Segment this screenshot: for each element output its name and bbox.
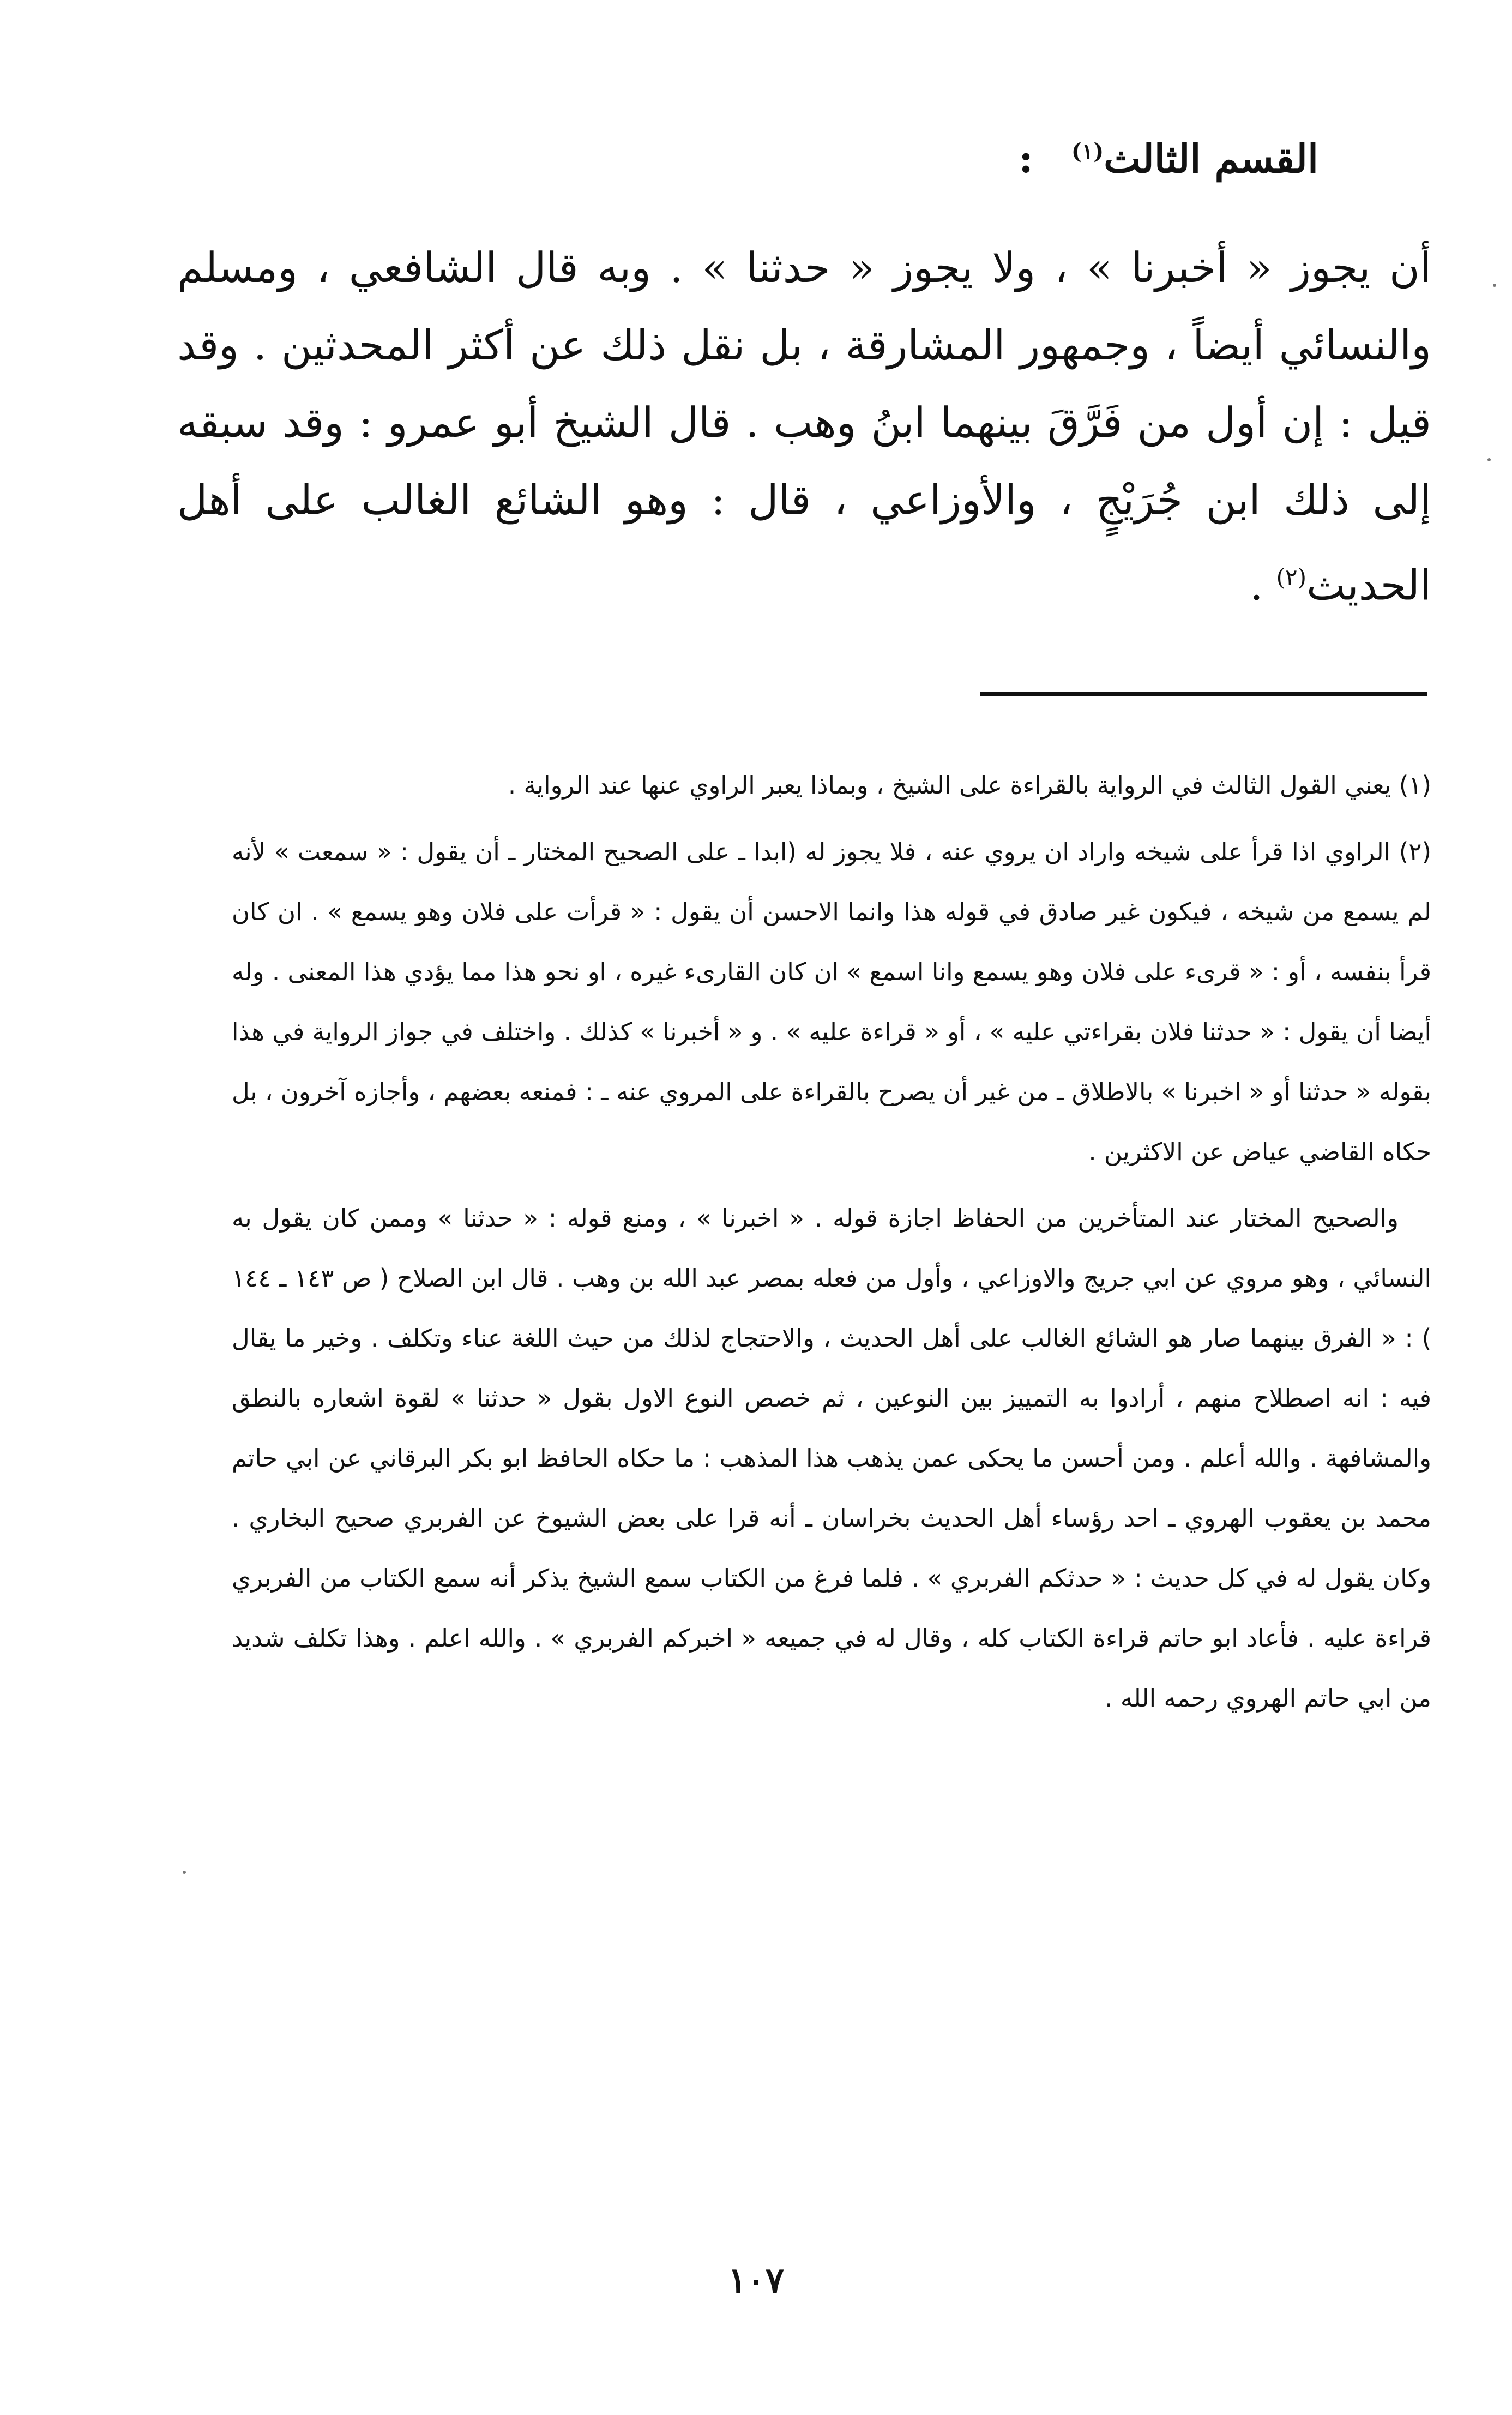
scan-speck (1487, 458, 1491, 461)
section-heading (664, 135, 1318, 182)
page-number: ١٠٧ (727, 2260, 785, 2301)
section-title: القسم الثالث (1104, 135, 1318, 182)
scan-speck (1493, 284, 1496, 287)
footnote-2-continuation: والصحيح المختار عند المتأخرين من الحفاظ اجازة قوله . « اخبرنا » ، ومنع قوله : « حدثنا » وممن كان يقول به النسائي ، وهو مروي عن ابي جريج والاوزاعي ، وأول من فعله بمصر عبد الله بن وهب . قال ابن الصلاح ( ص ١٤٣ ـ ١٤٤ ) : « الفرق بينهما صار هو الشائع الغالب على أهل الحديث ، والاحتجاج لذلك من حيث اللغة عناء وتكلف . وخير ما يقال فيه : انه اصطلاح منهم ، أرادوا به التمييز بين النوعين ، ثم خصص النوع الاول بقول « حدثنا » لقوة اشعاره بالنطق والمشافهة . والله أعلم . ومن أحسن ما يحكى عمن يذهب هذا المذهب : ما حكاه الحافظ ابو بكر البرقاني عن ابي حاتم محمد بن يعقوب الهروي ـ احد رؤساء أهل الحديث بخراسان ـ أنه قرا على بعض الشيوخ عن الفربري صحيح البخاري . وكان يقول له في كل حديث : « حدثكم الفربري » . فلما فرغ من الكتاب سمع الشيخ يذكر أنه سمع الكتاب من الفربري قراءة عليه . فأعاد ابو حاتم قراءة الكتاب كله ، وقال له في جميعه « اخبركم الفربري » . والله اعلم . وهذا تكلف شديد من ابي حاتم الهروي رحمه الله . (232, 1204, 1431, 1713)
heading-footnote-ref: (١) (1071, 139, 1104, 164)
footnote-1: (١) يعني القول الثالث في الرواية بالقراءة على الشيخ ، وبماذا يعبر الراوي عنها عند الرواية . (508, 771, 1431, 800)
footnotes-section (232, 755, 1431, 1728)
main-paragraph (177, 229, 1431, 624)
main-paragraph-end: . (1250, 561, 1276, 610)
main-footnote-ref: (٢) (1276, 564, 1306, 591)
heading-colon: : (1019, 135, 1033, 182)
footnote-separator (980, 692, 1427, 696)
main-paragraph-text: أن يجوز « أخبرنا » ، ولا يجوز « حدثنا » . وبه قال الشافعي ، ومسلم والنسائي أيضاً ، وجمهور المشارقة ، بل نقل ذلك عن أكثر المحدثين . وقد قيل : إن أول من فَرَّقَ بينهما ابنُ وهب . قال الشيخ أبو عمرو : وقد سبقه إلى ذلك ابن جُرَيْجٍ ، والأوزاعي ، قال : وهو الشائع الغالب على أهل الحديث (177, 243, 1431, 610)
footnote-2: (٢) الراوي اذا قرأ على شيخه واراد ان يروي عنه ، فلا يجوز له (ابدا ـ على الصحيح المختار ـ أن يقول : « سمعت » لأنه لم يسمع من شيخه ، فيكون غير صادق في قوله هذا وانما الاحسن أن يقول : « قرأت على فلان وهو يسمع » . ان كان قرأ بنفسه ، أو : « قرىء على فلان وهو يسمع وانا اسمع » ان كان القارىء غيره ، او نحو هذا مما يؤدي هذا المعنى . وله أيضا أن يقول : « حدثنا فلان بقراءتي عليه » ، أو « قراءة عليه » . و « أخبرنا » كذلك . واختلف في جواز الرواية في هذا بقوله « حدثنا أو « اخبرنا » بالاطلاق ـ من غير أن يصرح بالقراءة على المروي عنه ـ : فمنعه بعضهم ، وأجازه آخرون ، بل حكاه القاضي عياض عن الاكثرين . (232, 837, 1431, 1166)
scan-speck (183, 1871, 186, 1874)
